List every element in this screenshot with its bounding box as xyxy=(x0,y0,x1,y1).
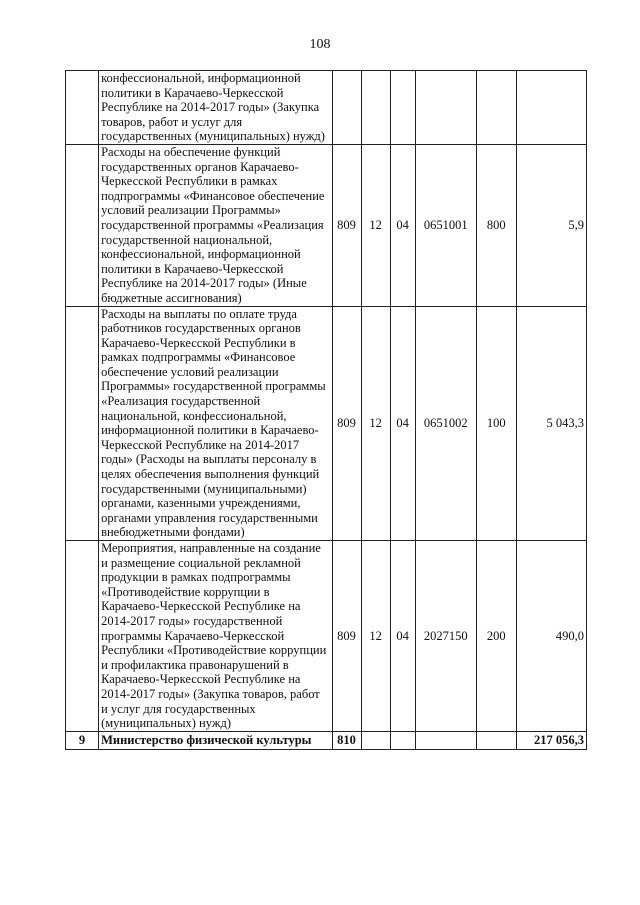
target-article-cell: 2027150 xyxy=(415,541,476,732)
amount-cell: 5,9 xyxy=(516,144,586,306)
row-number-cell xyxy=(66,541,99,732)
subsection-code-cell: 04 xyxy=(390,541,415,732)
ministry-code-cell: 809 xyxy=(332,306,361,541)
expense-name-cell: Расходы на выплаты по оплате труда работников государственных органов Карачаево-Черкесской Республики в рамках подпрограммы «Финансовое обеспечение условий реализации Программы» государственной программы «Реализация государственной национальной, конфессиональной, информационной политики в Карачаево-Черкесской Республике на 2014-2017 годы» (Расходы на выплаты персоналу в целях обеспечения выполнения функций государственными (муниципальными) органами, казенными учреждениями, органами управления государственными внебюджетными фондами) xyxy=(99,306,332,541)
section-code-cell: 12 xyxy=(361,541,390,732)
ministry-name-cell: Министерство физической культуры xyxy=(99,731,332,749)
page-number: 108 xyxy=(309,37,331,52)
expense-name-cell: Мероприятия, направленные на создание и размещение социальной рекламной продукции в рамках подпрограммы «Противодействие коррупции в Карачаево-Черкесской Республике на 2014-2017 годы» государственной программы Карачаево-Черкесской Республики «Противодействие коррупции и профилактика правонарушений в Карачаево-Черкесской Республике на 2014-2017 годы» (Закупка товаров, работ и услуг для государственных (муниципальных) нужд) xyxy=(99,541,332,732)
expense-type-cell: 200 xyxy=(476,541,516,732)
subsection-code-cell xyxy=(390,71,415,145)
amount-cell xyxy=(516,71,586,145)
target-article-cell: 0651001 xyxy=(415,144,476,306)
ministry-code-cell: 810 xyxy=(332,731,361,749)
expense-type-cell: 100 xyxy=(476,306,516,541)
section-code-cell xyxy=(361,731,390,749)
section-code-cell: 12 xyxy=(361,144,390,306)
ministry-code-cell: 809 xyxy=(332,541,361,732)
target-article-cell: 0651002 xyxy=(415,306,476,541)
ministry-code-cell: 809 xyxy=(332,144,361,306)
row-number-cell xyxy=(66,306,99,541)
amount-cell: 217 056,3 xyxy=(516,731,586,749)
expense-name-cell: Расходы на обеспечение функций государственных органов Карачаево-Черкесской Республики в рамках подпрограммы «Финансовое обеспечение условий реализации Программы» государственной программы «Реализация государственной национальной, конфессиональной, информационной политики в Карачаево-Черкесской Республике на 2014-2017 годы» (Иные бюджетные ассигнования) xyxy=(99,144,332,306)
subsection-code-cell: 04 xyxy=(390,306,415,541)
table-row xyxy=(66,144,587,306)
table-row xyxy=(66,306,587,541)
row-number-cell: 9 xyxy=(66,731,99,749)
ministry-code-cell xyxy=(332,71,361,145)
target-article-cell xyxy=(415,71,476,145)
section-code-cell xyxy=(361,71,390,145)
section-code-cell: 12 xyxy=(361,306,390,541)
target-article-cell xyxy=(415,731,476,749)
amount-cell: 490,0 xyxy=(516,541,586,732)
budget-table xyxy=(65,70,587,750)
expense-type-cell xyxy=(476,71,516,145)
table-row xyxy=(66,71,587,145)
subsection-code-cell: 04 xyxy=(390,144,415,306)
row-number-cell xyxy=(66,144,99,306)
ministry-total-row xyxy=(66,731,587,749)
row-number-cell xyxy=(66,71,99,145)
expense-type-cell xyxy=(476,731,516,749)
expense-name-cell: конфессиональной, информационной политики в Карачаево-Черкесской Республике на 2014-2017 годы» (Закупка товаров, работ и услуг для государственных (муниципальных) нужд) xyxy=(99,71,332,145)
expense-type-cell: 800 xyxy=(476,144,516,306)
subsection-code-cell xyxy=(390,731,415,749)
amount-cell: 5 043,3 xyxy=(516,306,586,541)
table-row xyxy=(66,541,587,732)
